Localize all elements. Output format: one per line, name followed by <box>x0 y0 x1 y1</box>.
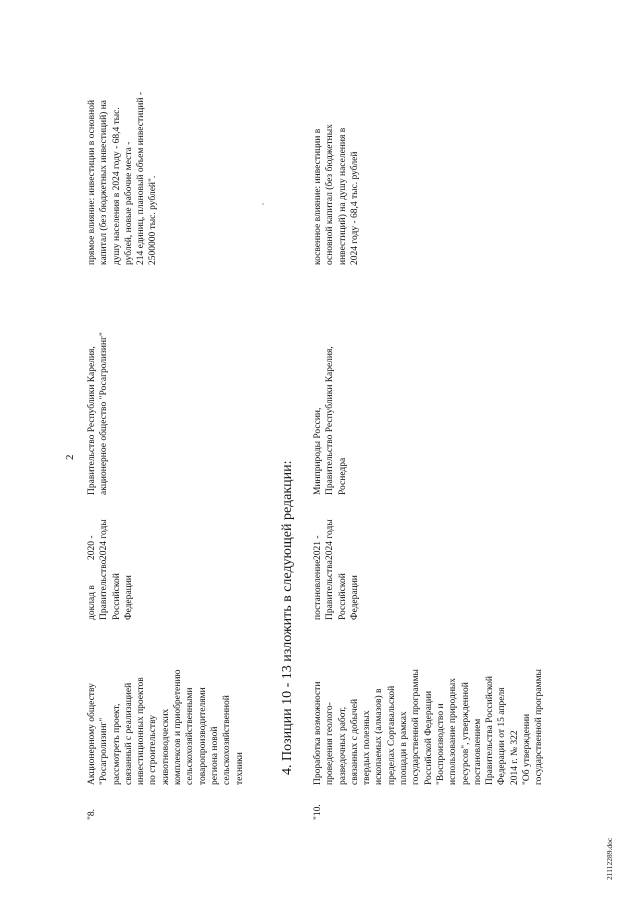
document-type: доклад в Правительство Российской Федерации <box>87 559 134 620</box>
row-number: "8. <box>87 808 97 820</box>
page-number: 2 <box>64 454 76 460</box>
row-number: "10. <box>313 804 323 820</box>
period: 2021 - 2024 годы <box>313 519 336 560</box>
period: 2020 - 2024 годы <box>87 519 110 560</box>
measure-text: Проработка возможности проведения геолого- разведочных работ, связанных с добычей твердых полезных ископаемых (алмазов) в пределах Сортавальской площади в рамках государственной программы Российской Федерации "Воспроизводство и использование природных ресурсов", утвержденной постановлением Правительства Российской Федерации от 15 апреля 2014 г. № 322 "Об утверждении государственной программы <box>313 669 545 785</box>
document-type: постановление Правительства Российской Федерации <box>313 559 360 620</box>
footer-code: 21112289.doc <box>605 837 614 880</box>
executors: Правительство Республики Карелия, акционерное общество "Росагролизинг" <box>87 332 110 495</box>
measure-text: Акционерному обществу "Росагролизинг" рассмотреть проект, связанный с реализацией инвестиционных проектов по строительству животноводческих комплексов и приобретению сельскохозяйственными товаропроизводителями региона новой сельскохозяйственной техники <box>87 669 245 785</box>
executors: Минприроды России, Правительство Республики Карелия, Роснедра <box>313 346 348 495</box>
section-heading: 4. Позиции 10 - 13 изложить в следующей редакции: <box>280 460 295 775</box>
effect-text: косвенное влияние: инвестиции в основной капитал (без бюджетных инвестиций) на душу населения в 2024 году - 68,4 тыс. рублей <box>313 124 360 265</box>
scan-speck <box>262 203 264 205</box>
effect-text: прямое влияние: инвестиции в основной капитал (без бюджетных инвестиций) на душу населения в 2024 году - 68,4 тыс. рублей, новые рабочие места - 214 единиц, плановый объем инвестиций - 2500000 тыс. рублей". <box>87 92 159 265</box>
